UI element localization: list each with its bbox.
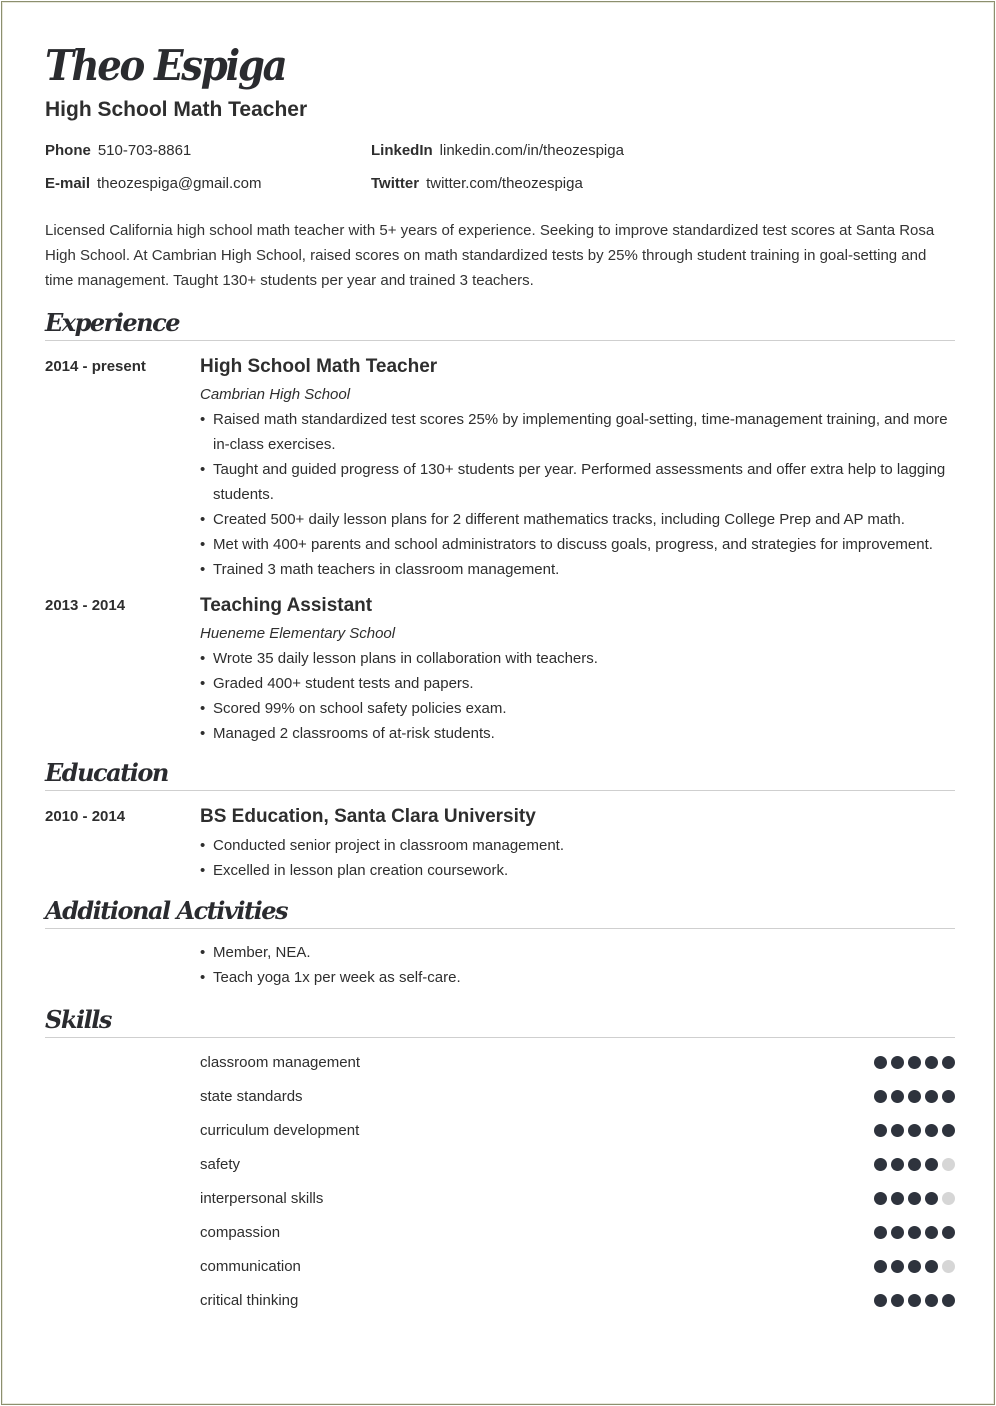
twitter-value[interactable]: twitter.com/theozespiga <box>426 175 583 192</box>
rating-dot <box>891 1124 904 1137</box>
rating-dot <box>891 1056 904 1069</box>
entry-date: 2010 - 2014 <box>45 808 126 825</box>
rating-dot <box>874 1260 887 1273</box>
rating-dot <box>942 1158 955 1171</box>
rating-dot <box>874 1226 887 1239</box>
rating-dot <box>874 1124 887 1137</box>
rating-dot <box>891 1294 904 1307</box>
bullet-item: • Conducted senior project in classroom management. <box>200 833 955 858</box>
skill-row <box>200 1147 955 1181</box>
rating-dot <box>874 1158 887 1171</box>
activities-list <box>200 940 955 990</box>
rating-dot <box>874 1056 887 1069</box>
bullet-item: • Managed 2 classrooms of at-risk students. <box>200 721 955 746</box>
education-entry <box>45 804 955 883</box>
skill-rating <box>874 1056 955 1069</box>
skill-rating <box>874 1226 955 1239</box>
resume-content <box>45 40 955 1317</box>
rating-dot <box>942 1260 955 1273</box>
bullet-item: • Met with 400+ parents and school administrators to discuss goals, progress, and strategies for improvement. <box>200 532 955 557</box>
rating-dot <box>908 1158 921 1171</box>
entry-role: High School Math Teacher <box>200 356 438 377</box>
skill-row <box>200 1283 955 1317</box>
rating-dot <box>908 1294 921 1307</box>
bullet-item: • Graded 400+ student tests and papers. <box>200 671 955 696</box>
entry-bullets <box>200 407 955 582</box>
rating-dot <box>942 1090 955 1103</box>
entry-organization: Hueneme Elementary School <box>200 625 396 642</box>
bullet-item: • Wrote 35 daily lesson plans in collaboration with teachers. <box>200 646 955 671</box>
entry-role: Teaching Assistant <box>200 595 373 616</box>
skills-list <box>45 1045 955 1317</box>
candidate-name: Theo Espiga <box>45 41 286 90</box>
rating-dot <box>908 1260 921 1273</box>
skill-name: compassion <box>200 1223 281 1241</box>
rating-dot <box>891 1226 904 1239</box>
activities-heading: Additional Activities <box>45 896 955 929</box>
bullet-item: • Excelled in lesson plan creation coursework. <box>200 858 955 883</box>
entry-degree: BS Education, Santa Clara University <box>200 806 536 827</box>
skill-name: critical thinking <box>200 1291 299 1309</box>
skill-row <box>200 1249 955 1283</box>
email-label: E-mail <box>45 175 91 192</box>
experience-entry <box>45 354 955 582</box>
skills-heading: Skills <box>45 1005 955 1038</box>
entry-organization: Cambrian High School <box>200 386 351 403</box>
rating-dot <box>925 1056 938 1069</box>
linkedin-label: LinkedIn <box>371 142 433 159</box>
rating-dot <box>925 1226 938 1239</box>
phone-value: 510-703-8861 <box>97 142 192 159</box>
experience-entry <box>45 593 955 746</box>
bullet-item: • Created 500+ daily lesson plans for 2 different mathematics tracks, including College Prep and AP math. <box>200 507 955 532</box>
skill-rating <box>874 1294 955 1307</box>
experience-list <box>45 354 955 746</box>
skill-rating <box>874 1090 955 1103</box>
rating-dot <box>908 1124 921 1137</box>
skill-row <box>200 1079 955 1113</box>
rating-dot <box>942 1192 955 1205</box>
rating-dot <box>925 1090 938 1103</box>
skill-name: state standards <box>200 1087 303 1105</box>
skill-rating <box>874 1124 955 1137</box>
twitter-label: Twitter <box>371 175 420 192</box>
rating-dot <box>942 1056 955 1069</box>
job-title: High School Math Teacher <box>45 98 308 121</box>
rating-dot <box>891 1158 904 1171</box>
contact-phone <box>45 142 191 159</box>
rating-dot <box>925 1158 938 1171</box>
bullet-item: • Scored 99% on school safety policies exam. <box>200 696 955 721</box>
rating-dot <box>908 1192 921 1205</box>
skill-row <box>200 1215 955 1249</box>
entry-bullets <box>200 646 955 746</box>
rating-dot <box>891 1260 904 1273</box>
contact-email <box>45 175 262 192</box>
rating-dot <box>925 1192 938 1205</box>
rating-dot <box>908 1090 921 1103</box>
skill-rating <box>874 1192 955 1205</box>
entry-date: 2014 - present <box>45 358 146 375</box>
rating-dot <box>891 1192 904 1205</box>
skill-row <box>200 1181 955 1215</box>
skill-rating <box>874 1158 955 1171</box>
skill-row <box>200 1113 955 1147</box>
rating-dot <box>874 1090 887 1103</box>
contact-twitter <box>371 175 583 192</box>
skill-name: classroom management <box>200 1053 361 1071</box>
activities-entry <box>45 940 955 990</box>
rating-dot <box>925 1294 938 1307</box>
rating-dot <box>942 1294 955 1307</box>
rating-dot <box>925 1260 938 1273</box>
rating-dot <box>874 1192 887 1205</box>
bullet-item: • Taught and guided progress of 130+ students per year. Performed assessments and offer extra help to lagging students. <box>200 457 955 507</box>
skill-name: safety <box>200 1155 241 1173</box>
education-heading: Education <box>45 758 955 791</box>
rating-dot <box>891 1090 904 1103</box>
activity-item: • Teach yoga 1x per week as self-care. <box>200 965 955 990</box>
summary: Licensed California high school math teacher with 5+ years of experience. Seeking to improve standardized test scores at Santa Rosa High School. At Cambrian High School, raised scores on math standardized tests by 25% through student training in goal-setting and time management. Taught 130+ students per year and trained 3 teachers. <box>45 222 935 289</box>
skill-name: communication <box>200 1257 301 1275</box>
entry-bullets <box>200 833 955 883</box>
experience-heading: Experience <box>45 308 955 341</box>
resume-page <box>1 1 995 1405</box>
rating-dot <box>908 1056 921 1069</box>
rating-dot <box>908 1226 921 1239</box>
bullet-item: • Trained 3 math teachers in classroom management. <box>200 557 955 582</box>
rating-dot <box>874 1294 887 1307</box>
skill-name: curriculum development <box>200 1121 360 1139</box>
rating-dot <box>925 1124 938 1137</box>
skill-row <box>200 1045 955 1079</box>
linkedin-value[interactable]: linkedin.com/in/theozespiga <box>439 142 624 159</box>
education-list <box>45 804 955 883</box>
entry-date: 2013 - 2014 <box>45 597 126 614</box>
skill-rating <box>874 1260 955 1273</box>
rating-dot <box>942 1124 955 1137</box>
contact-linkedin <box>371 142 624 159</box>
email-value[interactable]: theozespiga@gmail.com <box>97 175 262 192</box>
activity-item: • Member, NEA. <box>200 940 955 965</box>
phone-label: Phone <box>45 142 91 159</box>
bullet-item: • Raised math standardized test scores 25% by implementing goal-setting, time-management training, and more in-class exercises. <box>200 407 955 457</box>
contact-info <box>45 136 955 202</box>
skill-name: interpersonal skills <box>200 1189 324 1207</box>
rating-dot <box>942 1226 955 1239</box>
